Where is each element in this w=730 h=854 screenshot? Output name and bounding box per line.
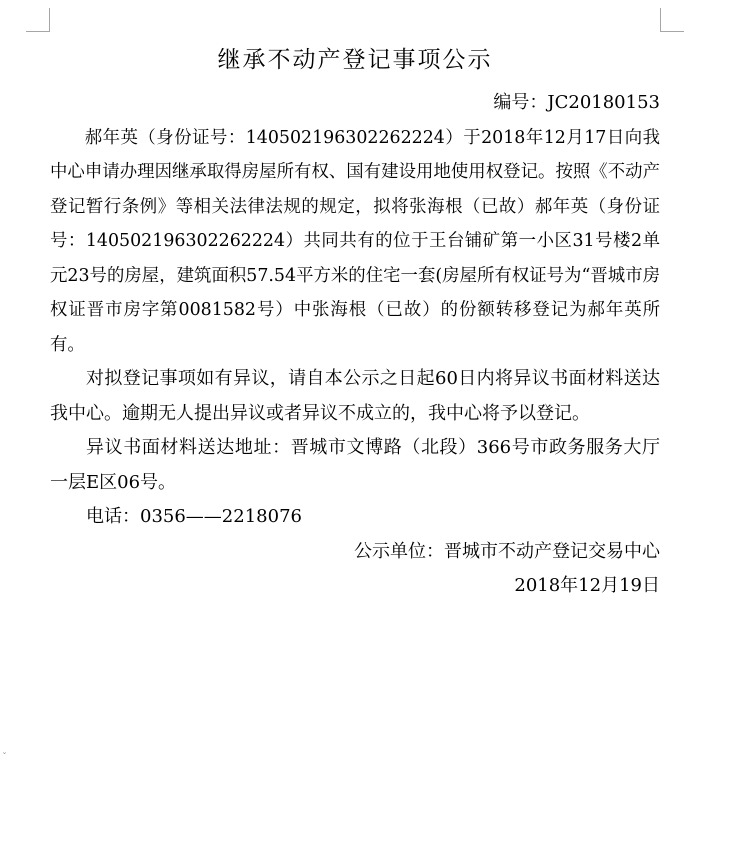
document-number: 编号：JC20180153 [493,92,660,113]
crop-mark-top-right [660,8,684,32]
paragraph-main: 郝年英（身份证号：140502196302262224）于2018年12月17日向我中心申请办理因继承取得房屋所有权、国有建设用地使用权登记。按照《不动产登记暂行条例》等相关法律法规的规定，拟将张海根（已故）郝年英（身份证号：140502196302262224）共同共有的位于王台铺矿第一小区31号楼2单元23号的房屋，建筑面积57.54平方米的住宅一套(房屋所有权证号为“晋城市房权证晋市房字第0081582号）中张海根（已故）的份额转移登记为郝年英所有。 [50,127,660,355]
paragraph-objection: 对拟登记事项如有异议，请自本公示之日起60日内将异议书面材料送达我中心。逾期无人提出异议或者异议不成立的，我中心将予以登记。 [50,368,660,424]
margin-marker: ˇ [2,752,7,763]
issue-date: 2018年12月19日 [514,575,660,596]
paragraph-phone: 电话：0356——2218076 [86,506,302,527]
document-title: 继承不动产登记事项公示 [217,47,493,73]
crop-mark-top-left [26,8,50,32]
issuer-line: 公示单位：晋城市不动产登记交易中心 [354,540,660,562]
document-page [50,40,660,604]
paragraph-address: 异议书面材料送达地址：晋城市文博路（北段）366号市政务服务大厅一层E区06号。 [50,437,660,493]
